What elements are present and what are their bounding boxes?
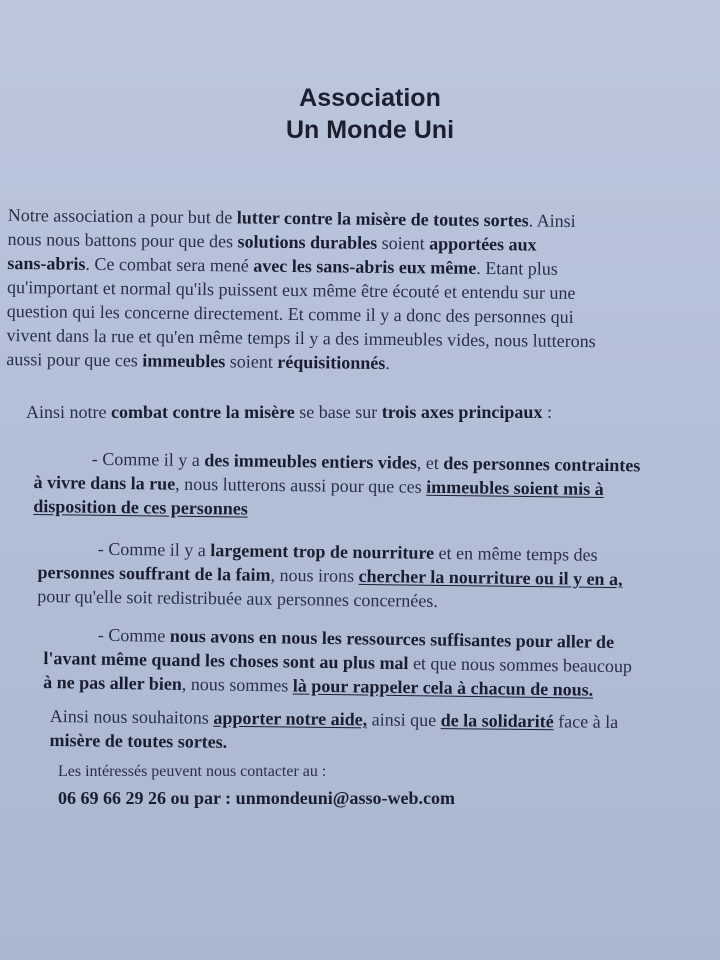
intro-line: vivent dans la rue et qu'en même temps il y a des immeubles vides, nous lutterons <box>6 324 596 352</box>
axes-intro: Ainsi notre combat contre la misère se base sur trois axes principaux : <box>26 402 552 422</box>
intro-line: Notre association a pour but de lutter contre la misère de toutes sortes. Ainsi <box>7 204 576 231</box>
intro-line: question qui les concerne directement. Et comme il y a donc des personnes qui <box>6 300 574 327</box>
axis-item-3: - Comme nous avons en nous les ressources suffisantes pour aller de l'avant même quand les choses sont au plus mal et que nous sommes beaucoup à ne pas aller bien, nous sommes là pour rappeler cela à chacun de nous. <box>43 624 633 700</box>
closing-paragraph: Ainsi nous souhaitons apporter notre aide, ainsi que de la solidarité face à la misère de toutes sortes. <box>49 705 619 752</box>
contact-details: 06 69 66 29 26 ou par : unmondeuni@asso-web.com <box>58 788 455 808</box>
contact-block <box>58 760 455 810</box>
intro-line: nous nous battons pour que des solutions durables soient apportées aux <box>7 228 537 255</box>
document-title <box>0 82 720 146</box>
axis-item-1: - Comme il y a des immeubles entiers vides, et des personnes contraintes à vivre dans la rue, nous lutterons aussi pour que ces immeubles soient mis à disposition de ces personnes <box>33 448 641 519</box>
contact-label: Les intéressés peuvent nous contacter au : <box>58 763 327 780</box>
title-line-2: Un Monde Uni <box>285 116 455 144</box>
intro-paragraph <box>6 203 597 377</box>
intro-line: aussi pour que ces immeubles soient réquisitionnés. <box>6 348 390 374</box>
axis-item-2: - Comme il y a largement trop de nourriture et en même temps des personnes souffrant de la faim, nous irons chercher la nourriture ou il y en a, pour qu'elle soit redistribuée aux personnes concernées. <box>37 538 623 611</box>
intro-line: sans-abris. Ce combat sera mené avec les sans-abris eux même. Etant plus <box>7 252 558 279</box>
title-line-1: Association <box>299 84 441 112</box>
intro-line: qu'important et normal qu'ils puissent eux même être écouté et entendu sur une <box>7 276 576 303</box>
